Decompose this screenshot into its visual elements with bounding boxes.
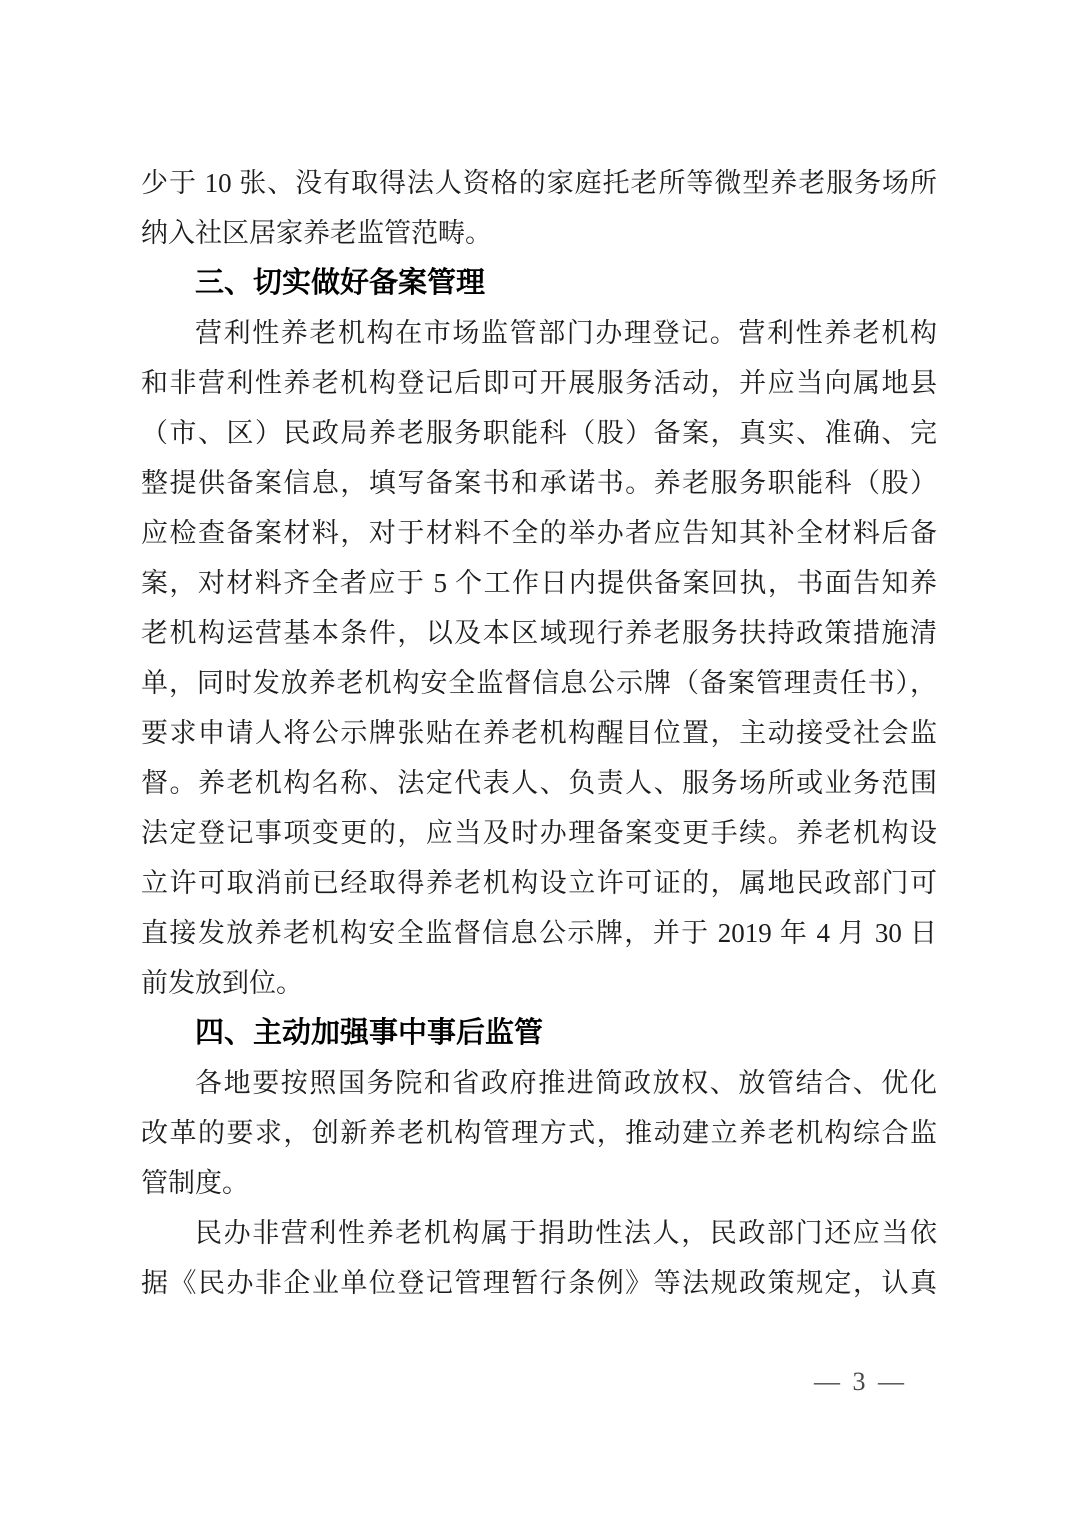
text-line: 案，对材料齐全者应于 5 个工作日内提供备案回执，书面告知养 <box>141 568 937 598</box>
section-heading: 四、主动加强事中事后监管 <box>195 1017 544 1049</box>
section-heading: 三、切实做好备案管理 <box>195 267 486 299</box>
text-line: 单，同时发放养老机构安全监督信息公示牌（备案管理责任书）， <box>141 668 937 698</box>
text-line: 民办非营利性养老机构属于捐助性法人，民政部门还应当依 <box>195 1218 937 1248</box>
text-line: 督。养老机构名称、法定代表人、负责人、服务场所或业务范围 <box>141 768 937 798</box>
text-line: 要求申请人将公示牌张贴在养老机构醒目位置，主动接受社会监 <box>141 718 937 748</box>
text-line: 整提供备案信息，填写备案书和承诺书。养老服务职能科（股） <box>141 468 937 498</box>
text-line: 据《民办非企业单位登记管理暂行条例》等法规政策规定，认真 <box>141 1268 937 1298</box>
text-line: 立许可取消前已经取得养老机构设立许可证的，属地民政部门可 <box>141 868 937 898</box>
text-line: 改革的要求，创新养老机构管理方式，推动建立养老机构综合监 <box>141 1118 937 1148</box>
text-line: 各地要按照国务院和省政府推进简政放权、放管结合、优化 <box>195 1068 937 1098</box>
text-line: 法定登记事项变更的，应当及时办理备案变更手续。养老机构设 <box>141 818 937 848</box>
document-body <box>141 158 937 1308</box>
text-line: 应检查备案材料，对于材料不全的举办者应告知其补全材料后备 <box>141 518 937 548</box>
text-line: 直接发放养老机构安全监督信息公示牌，并于 2019 年 4 月 30 日 <box>141 918 937 948</box>
text-line: 少于 10 张、没有取得法人资格的家庭托老所等微型养老服务场所 <box>141 168 937 198</box>
text-line: 和非营利性养老机构登记后即可开展服务活动，并应当向属地县 <box>141 368 937 398</box>
text-line: （市、区）民政局养老服务职能科（股）备案，真实、准确、完 <box>141 418 937 448</box>
text-line: 前发放到位。 <box>141 968 303 998</box>
text-line: 纳入社区居家养老监管范畴。 <box>141 218 492 248</box>
text-line: 老机构运营基本条件，以及本区域现行养老服务扶持政策措施清 <box>141 618 937 648</box>
page-number: — 3 — <box>814 1367 907 1396</box>
text-line: 管制度。 <box>141 1168 249 1198</box>
text-line: 营利性养老机构在市场监管部门办理登记。营利性养老机构 <box>195 318 937 348</box>
